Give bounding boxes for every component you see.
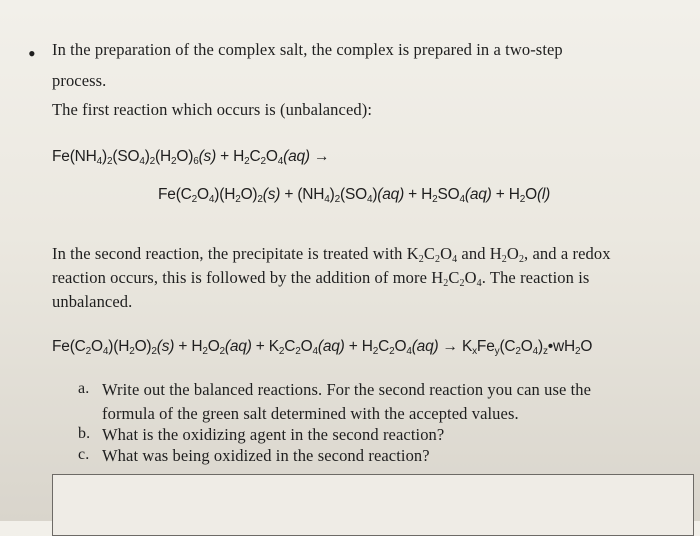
bullet: • xyxy=(28,41,36,66)
reaction-2: $Fe(C_2O_4)(H_2O)_2(s) + H_2O_2(aq) + K_2C_2O_4(aq) + H_2C_2O_4(aq)$ → $K_xFe_y(C_2O_4)_z•wH_2O$ xyxy=(52,338,593,357)
intro-line-2: process. xyxy=(52,71,107,90)
second-line-2: reaction occurs, this is followed by the addition of more $H_2C_2O_4$. The reaction is xyxy=(52,268,590,289)
reaction-1-products: $Fe(C_2O_4)(H_2O)_2(s) + (NH_4)_2(SO_4)(aq) + H_2SO_4(aq) + H_2O(l)$ xyxy=(158,186,551,205)
question-a-line-1: Write out the balanced reactions. For the second reaction you can use the xyxy=(102,380,592,399)
question-c-label: c. xyxy=(78,446,90,463)
second-line-1: In the second reaction, the precipitate is treated with $K_2C_2O_4$ and $H_2O_2$, and a redox xyxy=(52,244,611,265)
question-a-line-2: formula of the green salt determined with the accepted values. xyxy=(102,404,519,423)
answer-box[interactable] xyxy=(52,474,694,536)
question-c-line-1: What was being oxidized in the second reaction? xyxy=(102,446,430,465)
intro-line-1: In the preparation of the complex salt, the complex is prepared in a two-step xyxy=(52,40,563,59)
reaction-arrow: → xyxy=(309,148,330,165)
intro-line-3: The first reaction which occurs is (unbalanced): xyxy=(52,100,373,119)
reaction-1-reactants: $Fe(NH_4)_2(SO_4)_2(H_2O)_6(s) + H_2C_2O_4(aq)$ → xyxy=(52,148,330,167)
second-line-3: unbalanced. xyxy=(52,292,133,311)
question-a-label: a. xyxy=(78,380,90,397)
question-b-label: b. xyxy=(78,425,91,442)
question-b-line-1: What is the oxidizing agent in the second reaction? xyxy=(102,425,445,444)
